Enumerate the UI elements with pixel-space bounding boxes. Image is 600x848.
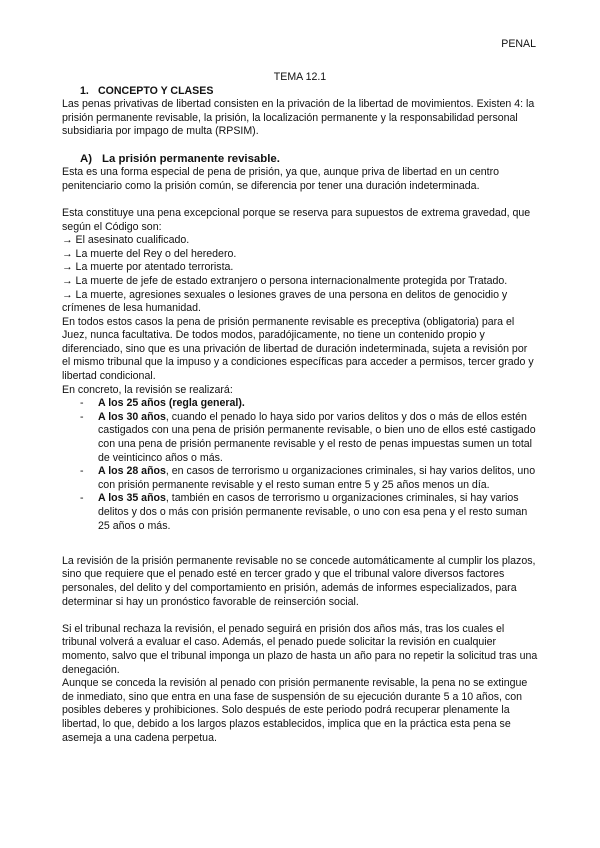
paragraph-definition: Esta es una forma especial de pena de prisión, ya que, aunque priva de libertad en un centro penitenciario como la prisión común, se diferencia por tener una duración indeterminada. xyxy=(62,166,499,192)
paragraph-suspension: Aunque se conceda la revisión al penado con prisión permanente revisable, la pena no se extingue de inmediato, sino que entra en una fase de suspensión de su ejecución durante 5 a 10 años, con posibles deberes y prohibiciones. Solo después de este periodo podrá recuperar plenamente la libertad, lo que, debido a los largos plazos establecidos, implica que en la práctica esta pena se asemeja a una cadena perpetua. xyxy=(62,677,528,744)
paragraph-exceptional: Esta constituye una pena excepcional porque se reserva para supuestos de extrema gravedad, que según el Código son: xyxy=(62,206,531,233)
list-item: → La muerte del Rey o del heredero. xyxy=(62,247,237,260)
section-title: CONCEPTO Y CLASES xyxy=(98,84,214,97)
arrow-icon: → xyxy=(62,234,73,247)
document-body xyxy=(62,71,538,745)
list-item: - A los 35 años, también en casos de terrorismo u organizaciones criminales, si hay varios delitos y dos o más con prisión permanente revisable, o uno con esa pena y el resto suman 25 años o más. xyxy=(80,492,528,532)
arrow-icon: → xyxy=(62,247,73,260)
list-item: - A los 25 años (regla general). xyxy=(80,397,245,410)
dash-bullet: - xyxy=(80,465,84,478)
arrow-icon: → xyxy=(62,261,73,274)
dash-bullet: - xyxy=(80,492,84,505)
intro-paragraph: Las penas privativas de libertad consisten en la privación de la libertad de movimientos. Existen 4: la prisión permanente revisable, la prisión, la localización permanente y la responsabilidad personal subsidiaria por impago de multa (RPSIM). xyxy=(62,98,535,138)
subsection-heading xyxy=(62,153,538,167)
review-list xyxy=(62,397,538,533)
subsection-title: La prisión permanente revisable. xyxy=(102,152,280,165)
dash-bullet: - xyxy=(80,410,84,423)
arrow-icon: → xyxy=(62,288,73,301)
list-item: → La muerte por atentado terrorista. xyxy=(62,261,234,274)
list-item: → La muerte de jefe de estado extranjero o persona internacionalmente protegida por Tratado. xyxy=(62,274,508,287)
section-number: 1. xyxy=(80,84,89,97)
arrow-icon: → xyxy=(62,274,73,287)
list-item: - A los 28 años, en casos de terrorismo u organizaciones criminales, si hay varios delitos, uno con prisión permanente revisable y el resto suman entre 5 y 25 años menos un día. xyxy=(80,465,536,491)
list-item: → El asesinato cualificado. xyxy=(62,234,190,247)
paragraph-review-intro: En concreto, la revisión se realizará: xyxy=(62,383,233,396)
section-heading xyxy=(62,85,538,99)
list-item: - A los 30 años, cuando el penado lo haya sido por varios delitos y dos o más de ellos estén castigados con una pena de prisión permanente revisable, o bien uno de ellos esté castigado con una pena de prisión permanente revisable y el resto de penas impuestas sumen un total de veinticinco años o más. xyxy=(80,410,536,464)
list-item: → La muerte, agresiones sexuales o lesiones graves de una persona en delitos de genocidio y crímenes de lesa humanidad. xyxy=(62,288,508,315)
dash-bullet: - xyxy=(80,397,84,410)
subsection-letter: A) xyxy=(80,152,93,165)
paragraph-rejection: Si el tribunal rechaza la revisión, el penado seguirá en prisión dos años más, tras los cuales el tribunal volverá a evaluar el caso. Además, el penado puede solicitar la revisión en cualquier momento, salvo que el tribunal imponga un plazo de hasta un año para no repetir la solicitud tras una denegación. xyxy=(62,622,538,676)
paragraph-review-conditions: La revisión de la prisión permanente revisable no se concede automáticamente al cumplir los plazos, sino que requiere que el penado esté en tercer grado y que el tribunal valore diversos factores personales, del delito y del comportamiento en prisión, además de informes especializados, para determinar si hay un pronóstico favorable de reinserción social. xyxy=(62,554,536,608)
paragraph-mandatory: En todos estos casos la pena de prisión permanente revisable es preceptiva (obligatoria) para el Juez, nunca facultativa. De todos modos, paradójicamente, no tiene un contenido propio y diferenciado, sino que es una privación de libertad de duración indeterminada, sujeta a revisión por el mismo tribunal que la impuso y a condiciones específicas para acceder a permisos, tercer grado y libertad condicional. xyxy=(62,315,534,383)
page-header-subject: PENAL xyxy=(501,38,536,50)
topic-title: TEMA 12.1 xyxy=(273,71,327,83)
cases-list xyxy=(62,234,538,316)
